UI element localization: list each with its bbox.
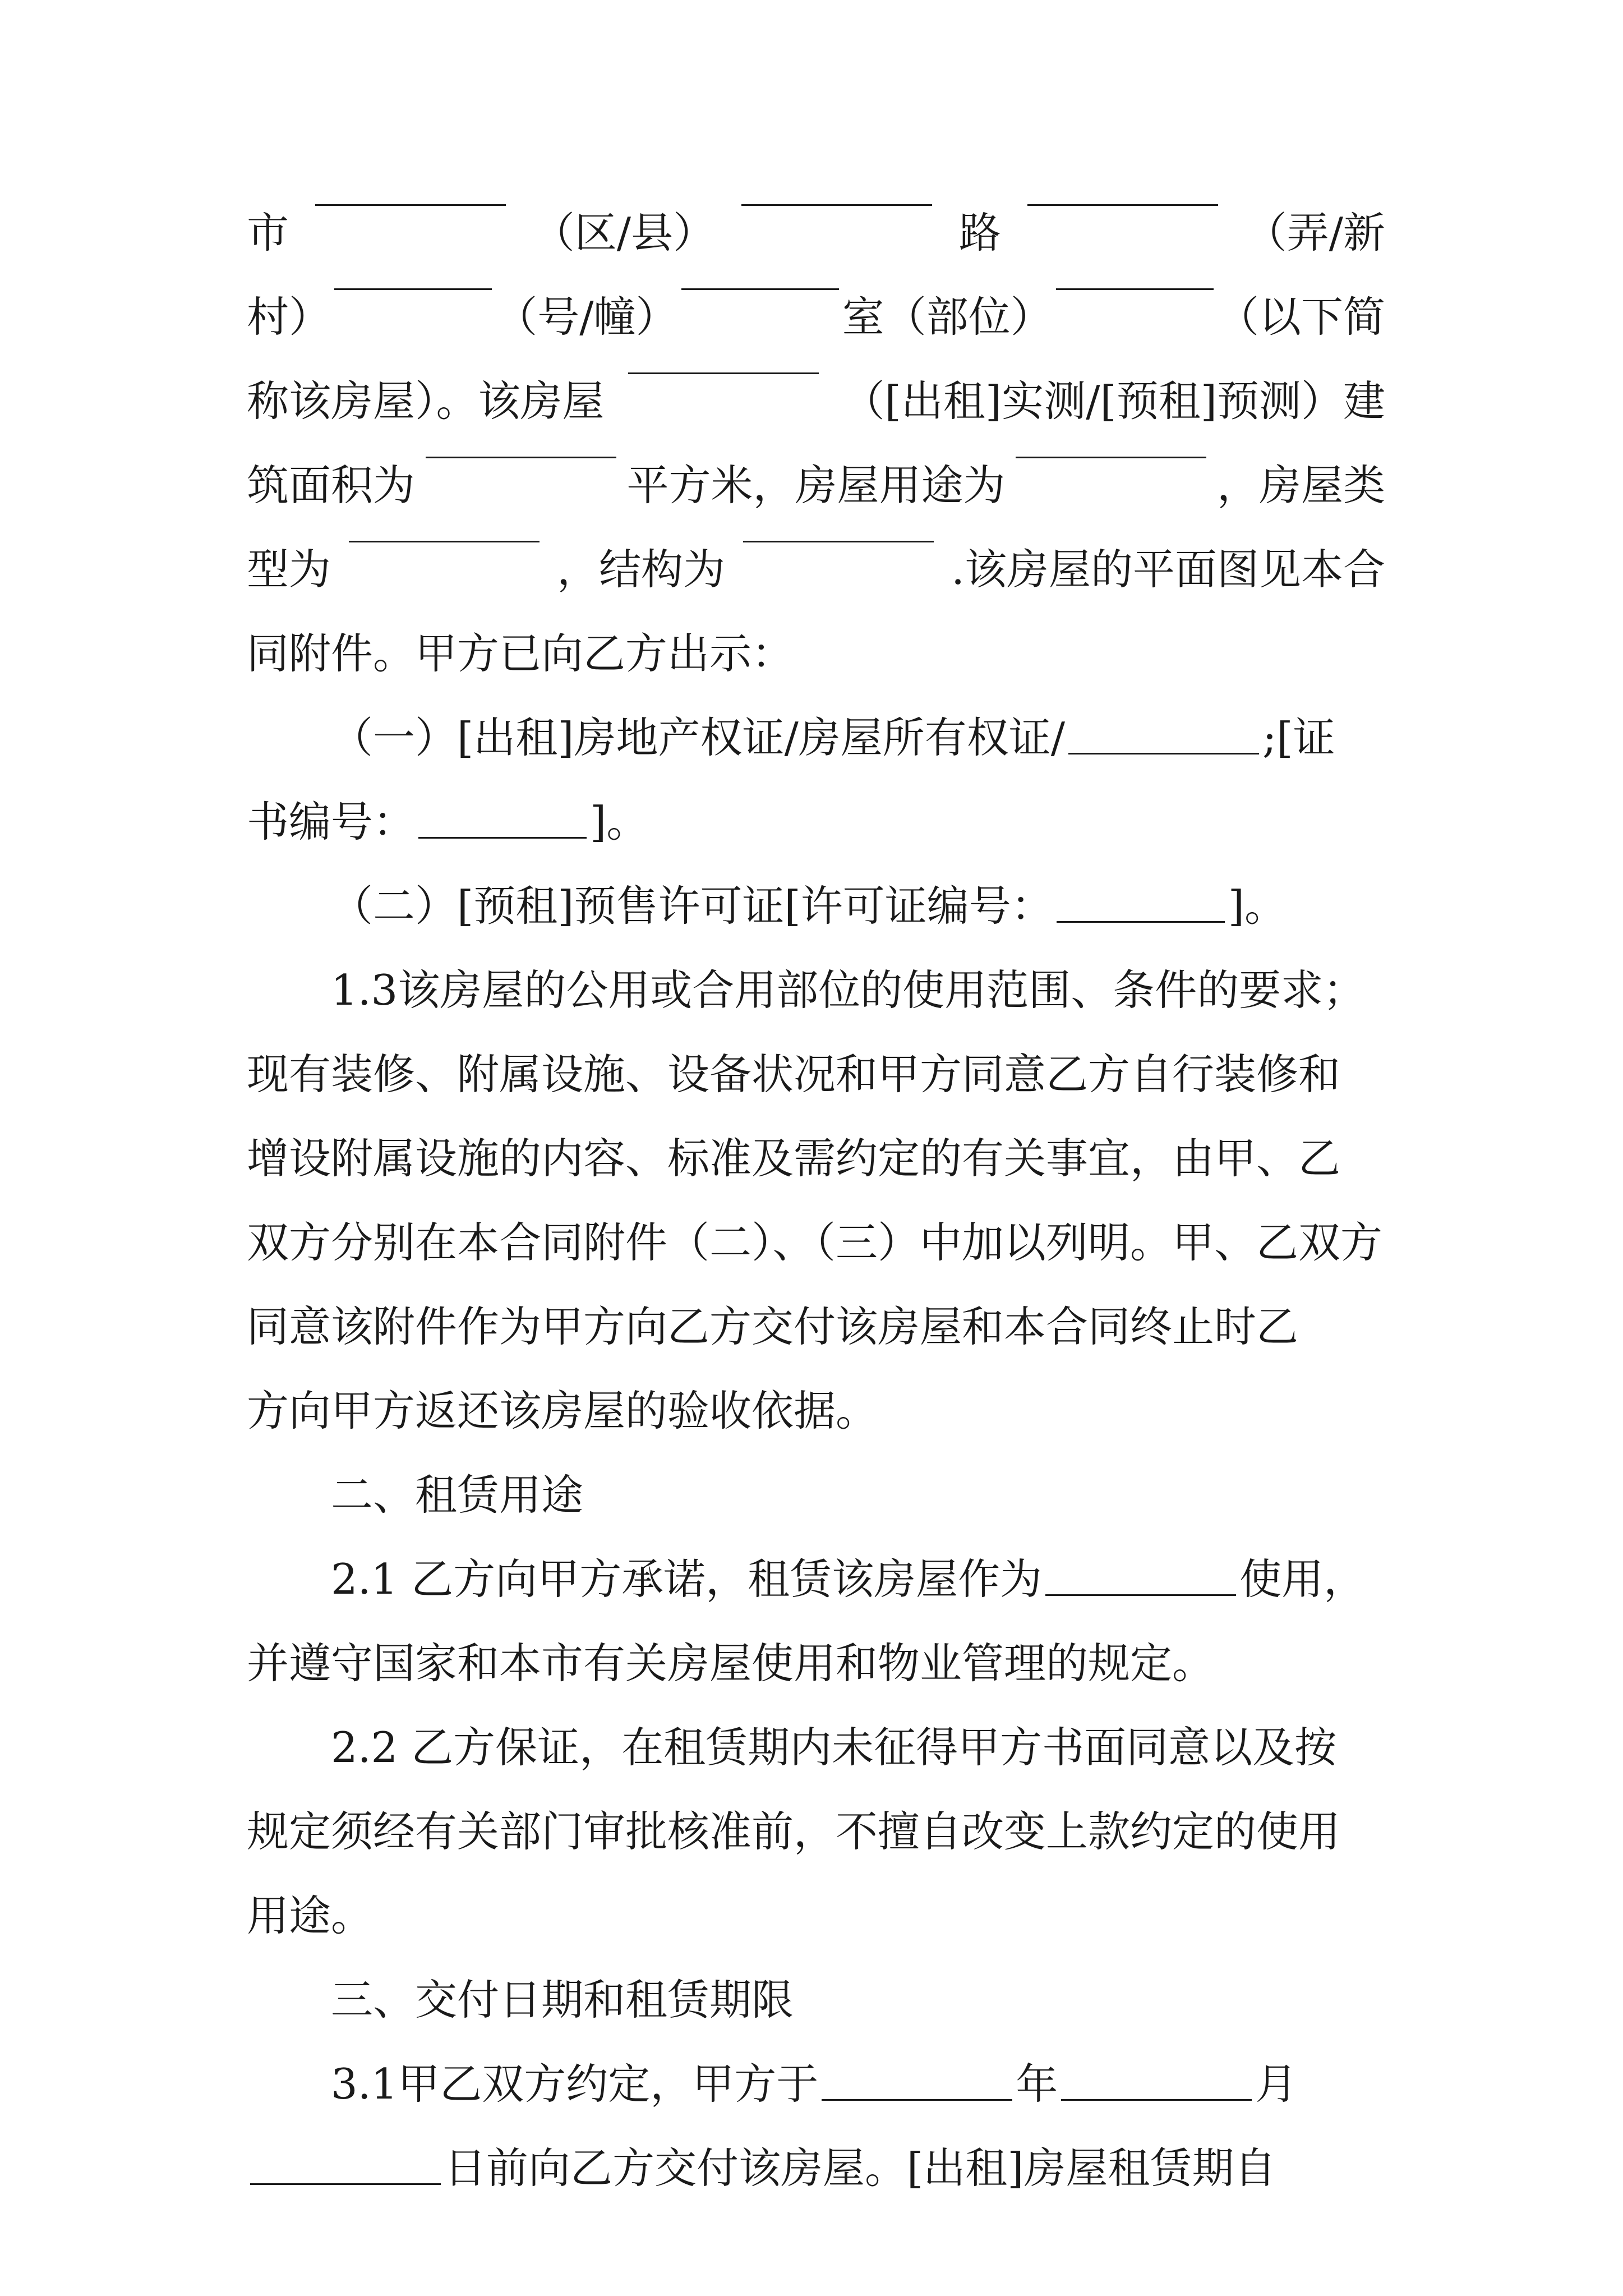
fill-blank[interactable]	[250, 2181, 441, 2185]
fill-blank[interactable]	[315, 202, 506, 206]
text-line	[247, 1789, 1385, 1874]
fill-blank[interactable]	[1056, 286, 1214, 290]
fill-blank[interactable]	[1016, 454, 1206, 458]
text-line	[247, 527, 1385, 611]
fill-blank[interactable]	[681, 286, 839, 290]
text-segment: 称该房屋）。该房屋	[247, 376, 605, 426]
text-segment: 使用，	[1239, 1554, 1366, 1604]
text-segment: ，房屋类	[1216, 461, 1385, 510]
text-segment: 日前向乙方交付该房屋。[出租]房屋租赁期自	[444, 2143, 1276, 2193]
text-segment: ]。	[1228, 881, 1287, 931]
text-segment: 书编号：	[247, 797, 416, 846]
text-segment: 村）	[247, 292, 331, 342]
text-segment: （区/县）	[532, 208, 716, 257]
text-segment: （弄/新	[1244, 208, 1385, 257]
text-line	[247, 191, 1385, 275]
text-segment: 同附件。甲方已向乙方出示：	[247, 629, 794, 678]
text-line	[247, 1621, 1385, 1705]
text-segment: 筑面积为	[247, 461, 416, 510]
text-segment: 市	[247, 208, 289, 257]
section-heading	[247, 1958, 1385, 2042]
contract-text	[247, 191, 1385, 2210]
text-line	[247, 948, 1385, 1032]
text-segment: 并遵守国家和本市有关房屋使用和物业管理的规定。	[247, 1639, 1215, 1688]
text-segment: （一）[出租]房地产权证/房屋所有权证/	[331, 713, 1066, 762]
text-segment: 双方分别在本合同附件（二）、（三）中加以列明。甲、乙双方	[247, 1218, 1383, 1267]
text-segment: 3.1甲乙双方约定，甲方于	[331, 2059, 819, 2109]
fill-blank[interactable]	[1045, 1592, 1236, 1596]
fill-blank[interactable]	[743, 539, 934, 542]
fill-blank[interactable]	[349, 539, 540, 542]
text-line	[247, 443, 1385, 527]
text-line	[247, 1285, 1385, 1369]
text-line	[247, 696, 1385, 780]
text-segment: 同意该附件作为甲方向乙方交付该房屋和本合同终止时乙	[247, 1302, 1299, 1351]
text-line	[247, 1116, 1385, 1200]
text-segment: （二）[预租]预售许可证[许可证编号：	[331, 881, 1053, 931]
fill-blank[interactable]	[1027, 202, 1218, 206]
text-segment: 二、租赁用途	[331, 1470, 584, 1520]
text-segment: 规定须经有关部门审批核准前，不擅自改变上款约定的使用	[247, 1807, 1341, 1856]
text-line	[247, 1200, 1385, 1285]
text-line	[247, 1874, 1385, 1958]
text-segment: ，结构为	[557, 545, 726, 594]
fill-blank[interactable]	[426, 454, 616, 458]
fill-blank[interactable]	[334, 286, 492, 290]
text-segment: （[出租]实测/[预租]预测）建	[842, 376, 1385, 426]
text-line	[247, 780, 1385, 864]
fill-blank[interactable]	[1068, 751, 1259, 754]
text-segment: 三、交付日期和租赁期限	[331, 1975, 794, 2024]
text-segment: 现有装修、附属设施、设备状况和甲方同意乙方自行装修和	[247, 1050, 1341, 1099]
text-segment: ;[证	[1262, 713, 1335, 762]
text-line	[247, 611, 1385, 696]
fill-blank[interactable]	[1061, 2097, 1252, 2101]
text-line	[247, 2126, 1385, 2210]
text-segment: （以下简	[1216, 292, 1385, 342]
text-segment: 2.1 乙方向甲方承诺，租赁该房屋作为	[331, 1554, 1043, 1604]
text-line	[247, 1537, 1385, 1621]
text-segment: 室（部位）	[842, 292, 1053, 342]
text-segment: ]。	[590, 797, 649, 846]
text-line	[247, 1705, 1385, 1789]
fill-blank[interactable]	[741, 202, 932, 206]
text-segment: 平方米，房屋用途为	[626, 461, 1006, 510]
fill-blank[interactable]	[628, 370, 819, 374]
text-segment: （号/幢）	[495, 292, 678, 342]
text-line	[247, 2042, 1385, 2126]
text-segment: 2.2 乙方保证，在租赁期内未征得甲方书面同意以及按	[331, 1723, 1337, 1772]
text-line	[247, 1032, 1385, 1116]
section-heading	[247, 1453, 1385, 1537]
text-line	[247, 864, 1385, 948]
fill-blank[interactable]	[822, 2097, 1012, 2101]
text-segment: .该房屋的平面图见本合	[951, 545, 1385, 594]
text-segment: 型为	[247, 545, 331, 594]
text-segment: 月	[1255, 2059, 1298, 2109]
text-line	[247, 359, 1385, 443]
fill-blank[interactable]	[1057, 919, 1225, 923]
fill-blank[interactable]	[418, 835, 587, 839]
text-segment: 用途。	[247, 1891, 374, 1940]
text-segment: 年	[1016, 2059, 1058, 2109]
text-segment: 路	[958, 208, 1001, 257]
text-line	[247, 275, 1385, 359]
text-segment: 方向甲方返还该房屋的验收依据。	[247, 1386, 878, 1435]
text-line	[247, 1369, 1385, 1453]
text-segment: 1.3该房屋的公用或合用部位的使用范围、条件的要求；	[331, 965, 1366, 1015]
text-segment: 增设附属设施的内容、标准及需约定的有关事宜，由甲、乙	[247, 1134, 1341, 1183]
